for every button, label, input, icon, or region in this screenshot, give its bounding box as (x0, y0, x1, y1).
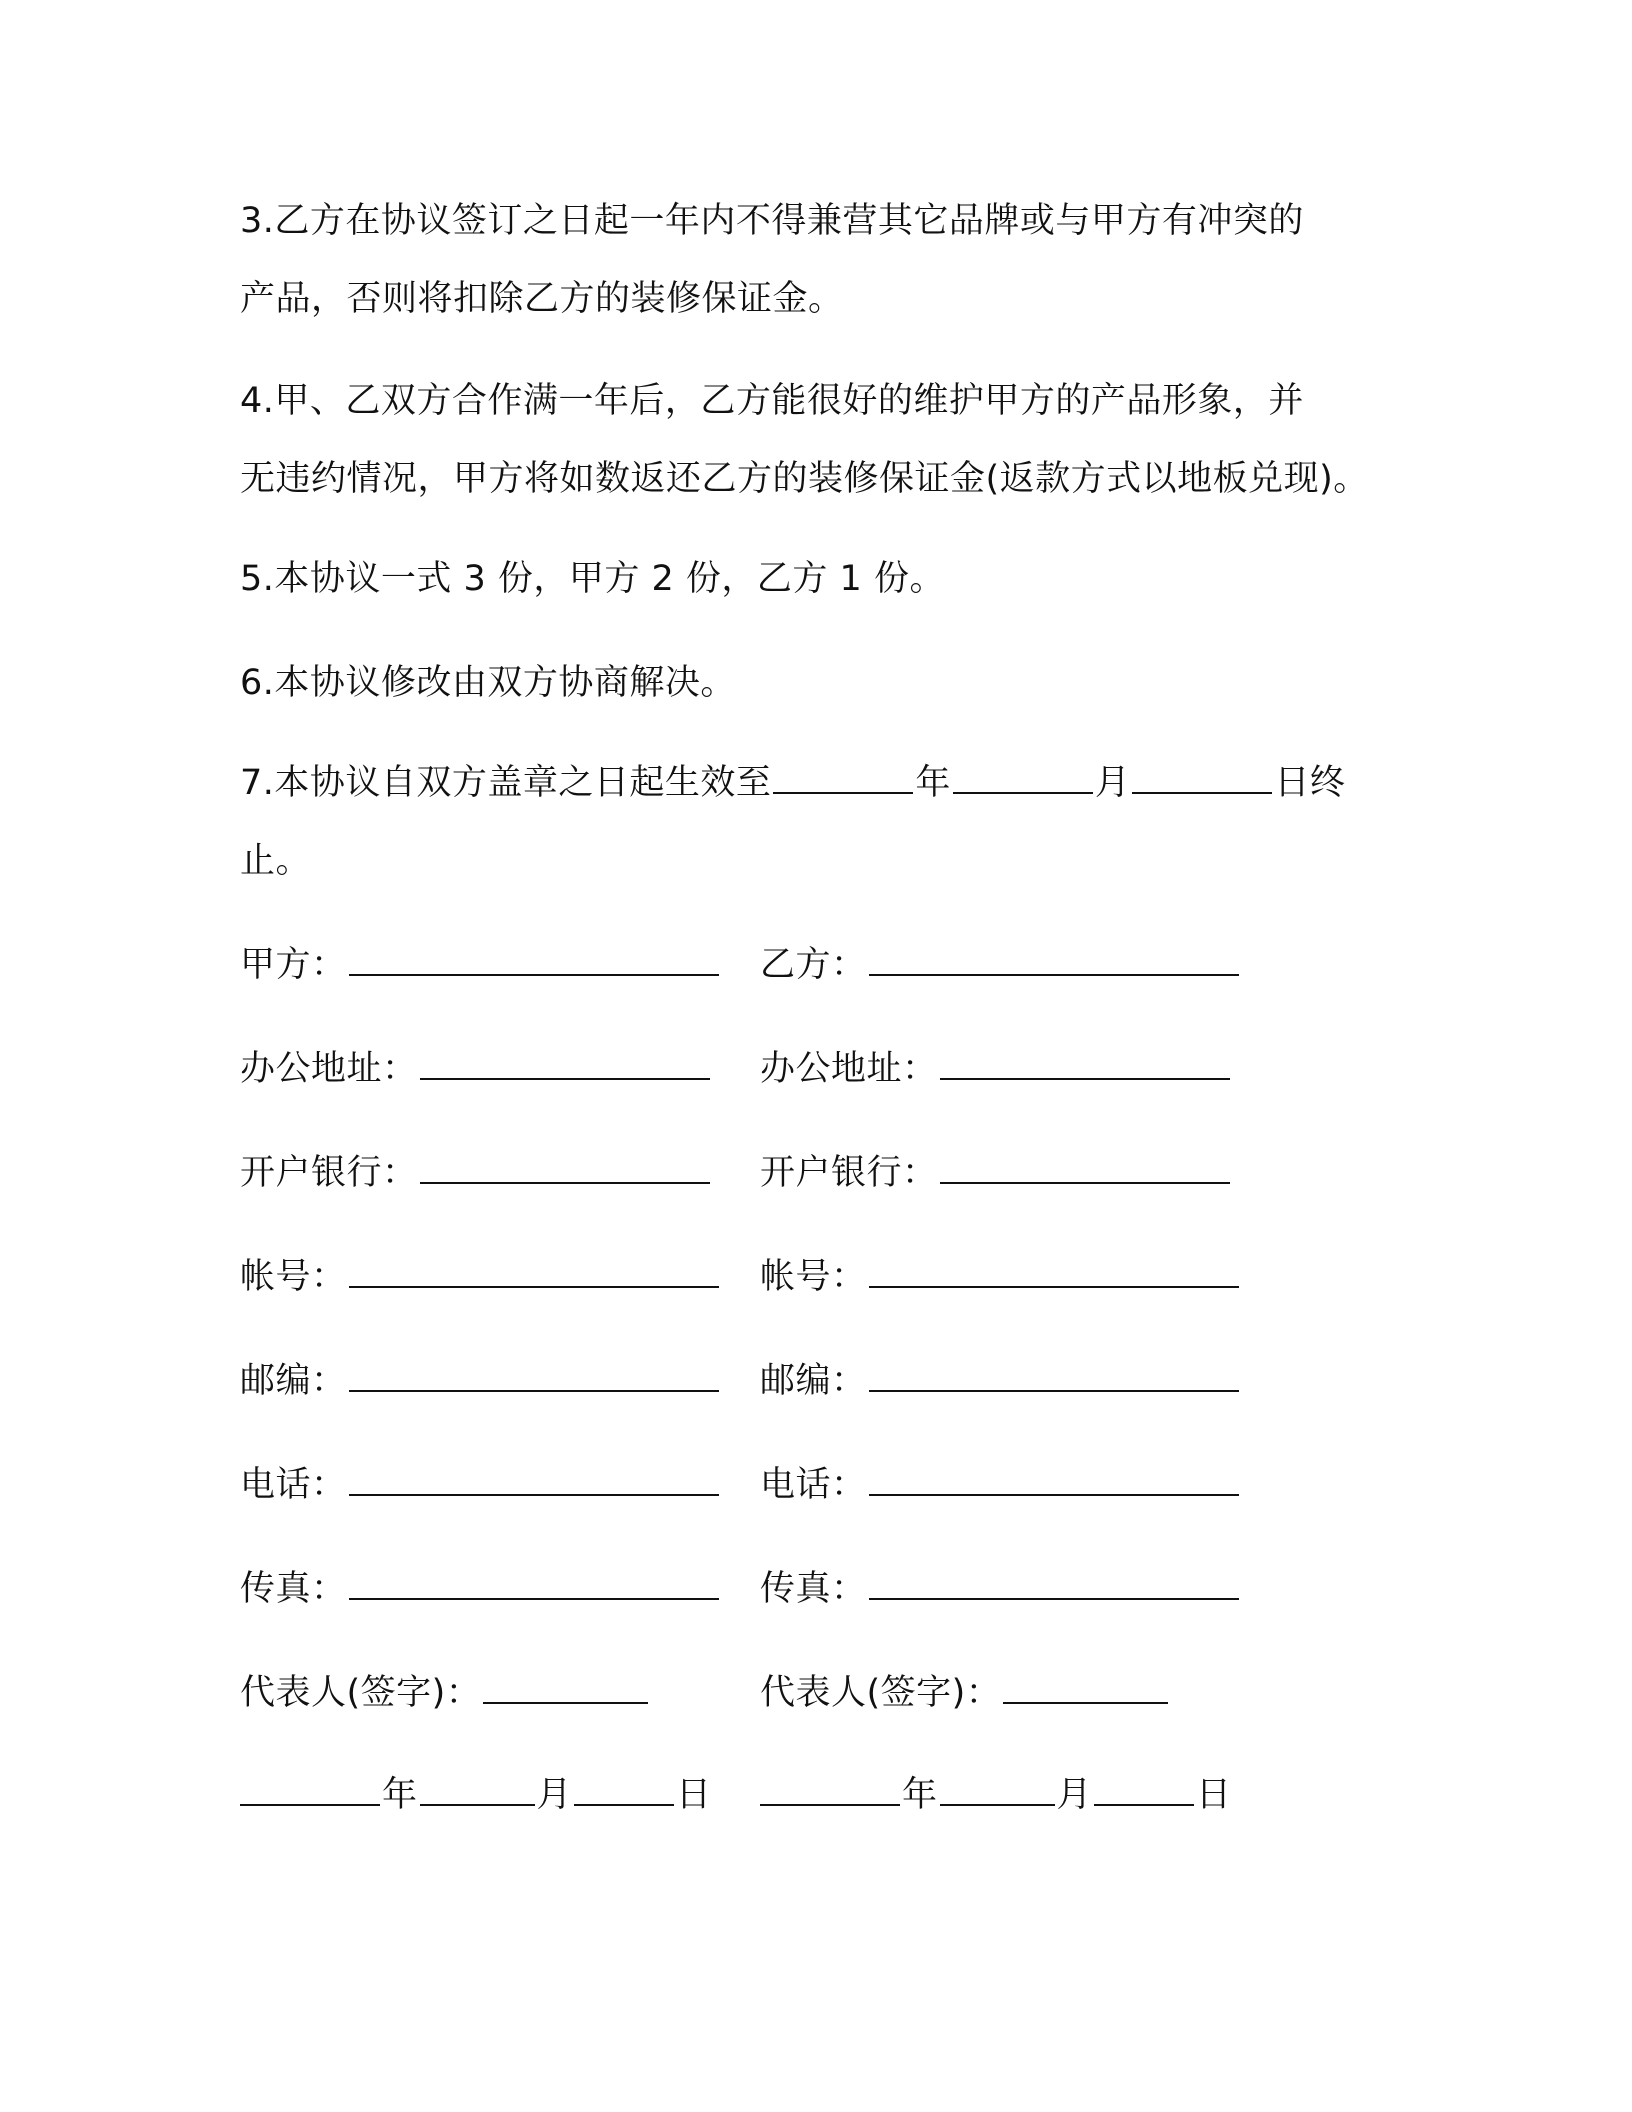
party-a-account-label: 帐号： (240, 1257, 347, 1297)
party-b-year-label: 年 (902, 1775, 938, 1815)
party-a-bank-field (240, 1148, 712, 1198)
party-a-rep-field (240, 1668, 650, 1718)
party-a-postcode-blank[interactable] (349, 1360, 719, 1392)
party-b-day-label: 日 (1196, 1775, 1232, 1815)
party-a-rep-blank[interactable] (483, 1672, 648, 1704)
clause-3-line-1: 3.乙方在协议签订之日起一年内不得兼营其它品牌或与甲方有冲突的 (240, 201, 1304, 241)
party-a-day-blank[interactable] (574, 1774, 674, 1806)
party-a-day-label: 日 (676, 1775, 712, 1815)
party-b-date-field (760, 1770, 1232, 1820)
party-b-address-field (760, 1044, 1232, 1094)
party-b-month-blank[interactable] (940, 1774, 1055, 1806)
party-b-day-blank[interactable] (1094, 1774, 1194, 1806)
party-a-account-field (240, 1252, 721, 1302)
party-b-bank-blank[interactable] (940, 1152, 1230, 1184)
party-b-rep-label: 代表人(签字)： (760, 1673, 1002, 1713)
party-a-phone-label: 电话： (240, 1465, 347, 1505)
end-day-blank[interactable] (1132, 758, 1272, 794)
party-b-phone-label: 电话： (760, 1465, 867, 1505)
clause-3-line-2: 产品，否则将扣除乙方的装修保证金。 (240, 279, 844, 319)
end-month-blank[interactable] (953, 758, 1093, 794)
clause-7-year: 年 (915, 763, 951, 803)
party-a-name-label: 甲方： (240, 945, 347, 985)
party-b-fax-field (760, 1564, 1241, 1614)
clause-6 (240, 644, 736, 722)
party-a-month-label: 月 (536, 1775, 573, 1815)
party-b-fax-label: 传真： (760, 1569, 867, 1609)
party-a-name-field (240, 940, 721, 990)
clause-7-line-2: 止。 (240, 841, 312, 881)
clause-7 (240, 744, 1345, 900)
party-b-fax-blank[interactable] (869, 1568, 1239, 1600)
clause-3 (240, 182, 1304, 338)
party-a-fax-blank[interactable] (349, 1568, 719, 1600)
party-a-bank-label: 开户银行： (240, 1153, 418, 1193)
party-b-bank-label: 开户银行： (760, 1153, 938, 1193)
clause-7-day-end: 日终 (1274, 763, 1346, 803)
party-b-name-field (760, 940, 1241, 990)
party-b-month-label: 月 (1056, 1775, 1093, 1815)
party-a-year-blank[interactable] (240, 1774, 380, 1806)
party-b-name-blank[interactable] (869, 944, 1239, 976)
party-a-rep-label: 代表人(签字)： (240, 1673, 482, 1713)
party-a-postcode-label: 邮编： (240, 1361, 347, 1401)
party-b-postcode-blank[interactable] (869, 1360, 1239, 1392)
party-a-address-field (240, 1044, 712, 1094)
party-b-address-blank[interactable] (940, 1048, 1230, 1080)
party-a-fax-label: 传真： (240, 1569, 347, 1609)
party-a-date-field (240, 1770, 712, 1820)
party-a-account-blank[interactable] (349, 1256, 719, 1288)
party-b-name-label: 乙方： (760, 945, 867, 985)
party-b-postcode-label: 邮编： (760, 1361, 867, 1401)
party-b-bank-field (760, 1148, 1232, 1198)
party-b-address-label: 办公地址： (760, 1049, 938, 1089)
party-a-address-blank[interactable] (420, 1048, 710, 1080)
clause-7-line-1 (240, 744, 1345, 822)
party-a-name-blank[interactable] (349, 944, 719, 976)
party-a-bank-blank[interactable] (420, 1152, 710, 1184)
party-a-phone-blank[interactable] (349, 1464, 719, 1496)
party-a-month-blank[interactable] (420, 1774, 535, 1806)
clause-4-line-1: 4.甲、乙双方合作满一年后，乙方能很好的维护甲方的产品形象，并 (240, 381, 1304, 421)
party-b-phone-blank[interactable] (869, 1464, 1239, 1496)
clause-6-text: 6.本协议修改由双方协商解决。 (240, 663, 736, 703)
clause-4 (240, 362, 1369, 518)
clause-5-text: 5.本协议一式 3 份，甲方 2 份，乙方 1 份。 (240, 559, 945, 599)
party-b-rep-blank[interactable] (1003, 1672, 1168, 1704)
party-b-rep-field (760, 1668, 1170, 1718)
end-year-blank[interactable] (773, 758, 913, 794)
party-b-account-field (760, 1252, 1241, 1302)
party-b-account-blank[interactable] (869, 1256, 1239, 1288)
party-a-address-label: 办公地址： (240, 1049, 418, 1089)
clause-4-line-2: 无违约情况，甲方将如数返还乙方的装修保证金(返款方式以地板兑现)。 (240, 459, 1369, 499)
clause-7-prefix: 7.本协议自双方盖章之日起生效至 (240, 763, 772, 803)
party-b-postcode-field (760, 1356, 1241, 1406)
party-b-account-label: 帐号： (760, 1257, 867, 1297)
party-a-postcode-field (240, 1356, 721, 1406)
clause-7-month: 月 (1094, 763, 1131, 803)
clause-5 (240, 540, 945, 618)
party-a-phone-field (240, 1460, 721, 1510)
party-a-fax-field (240, 1564, 721, 1614)
party-b-phone-field (760, 1460, 1241, 1510)
party-b-year-blank[interactable] (760, 1774, 900, 1806)
party-a-year-label: 年 (382, 1775, 418, 1815)
